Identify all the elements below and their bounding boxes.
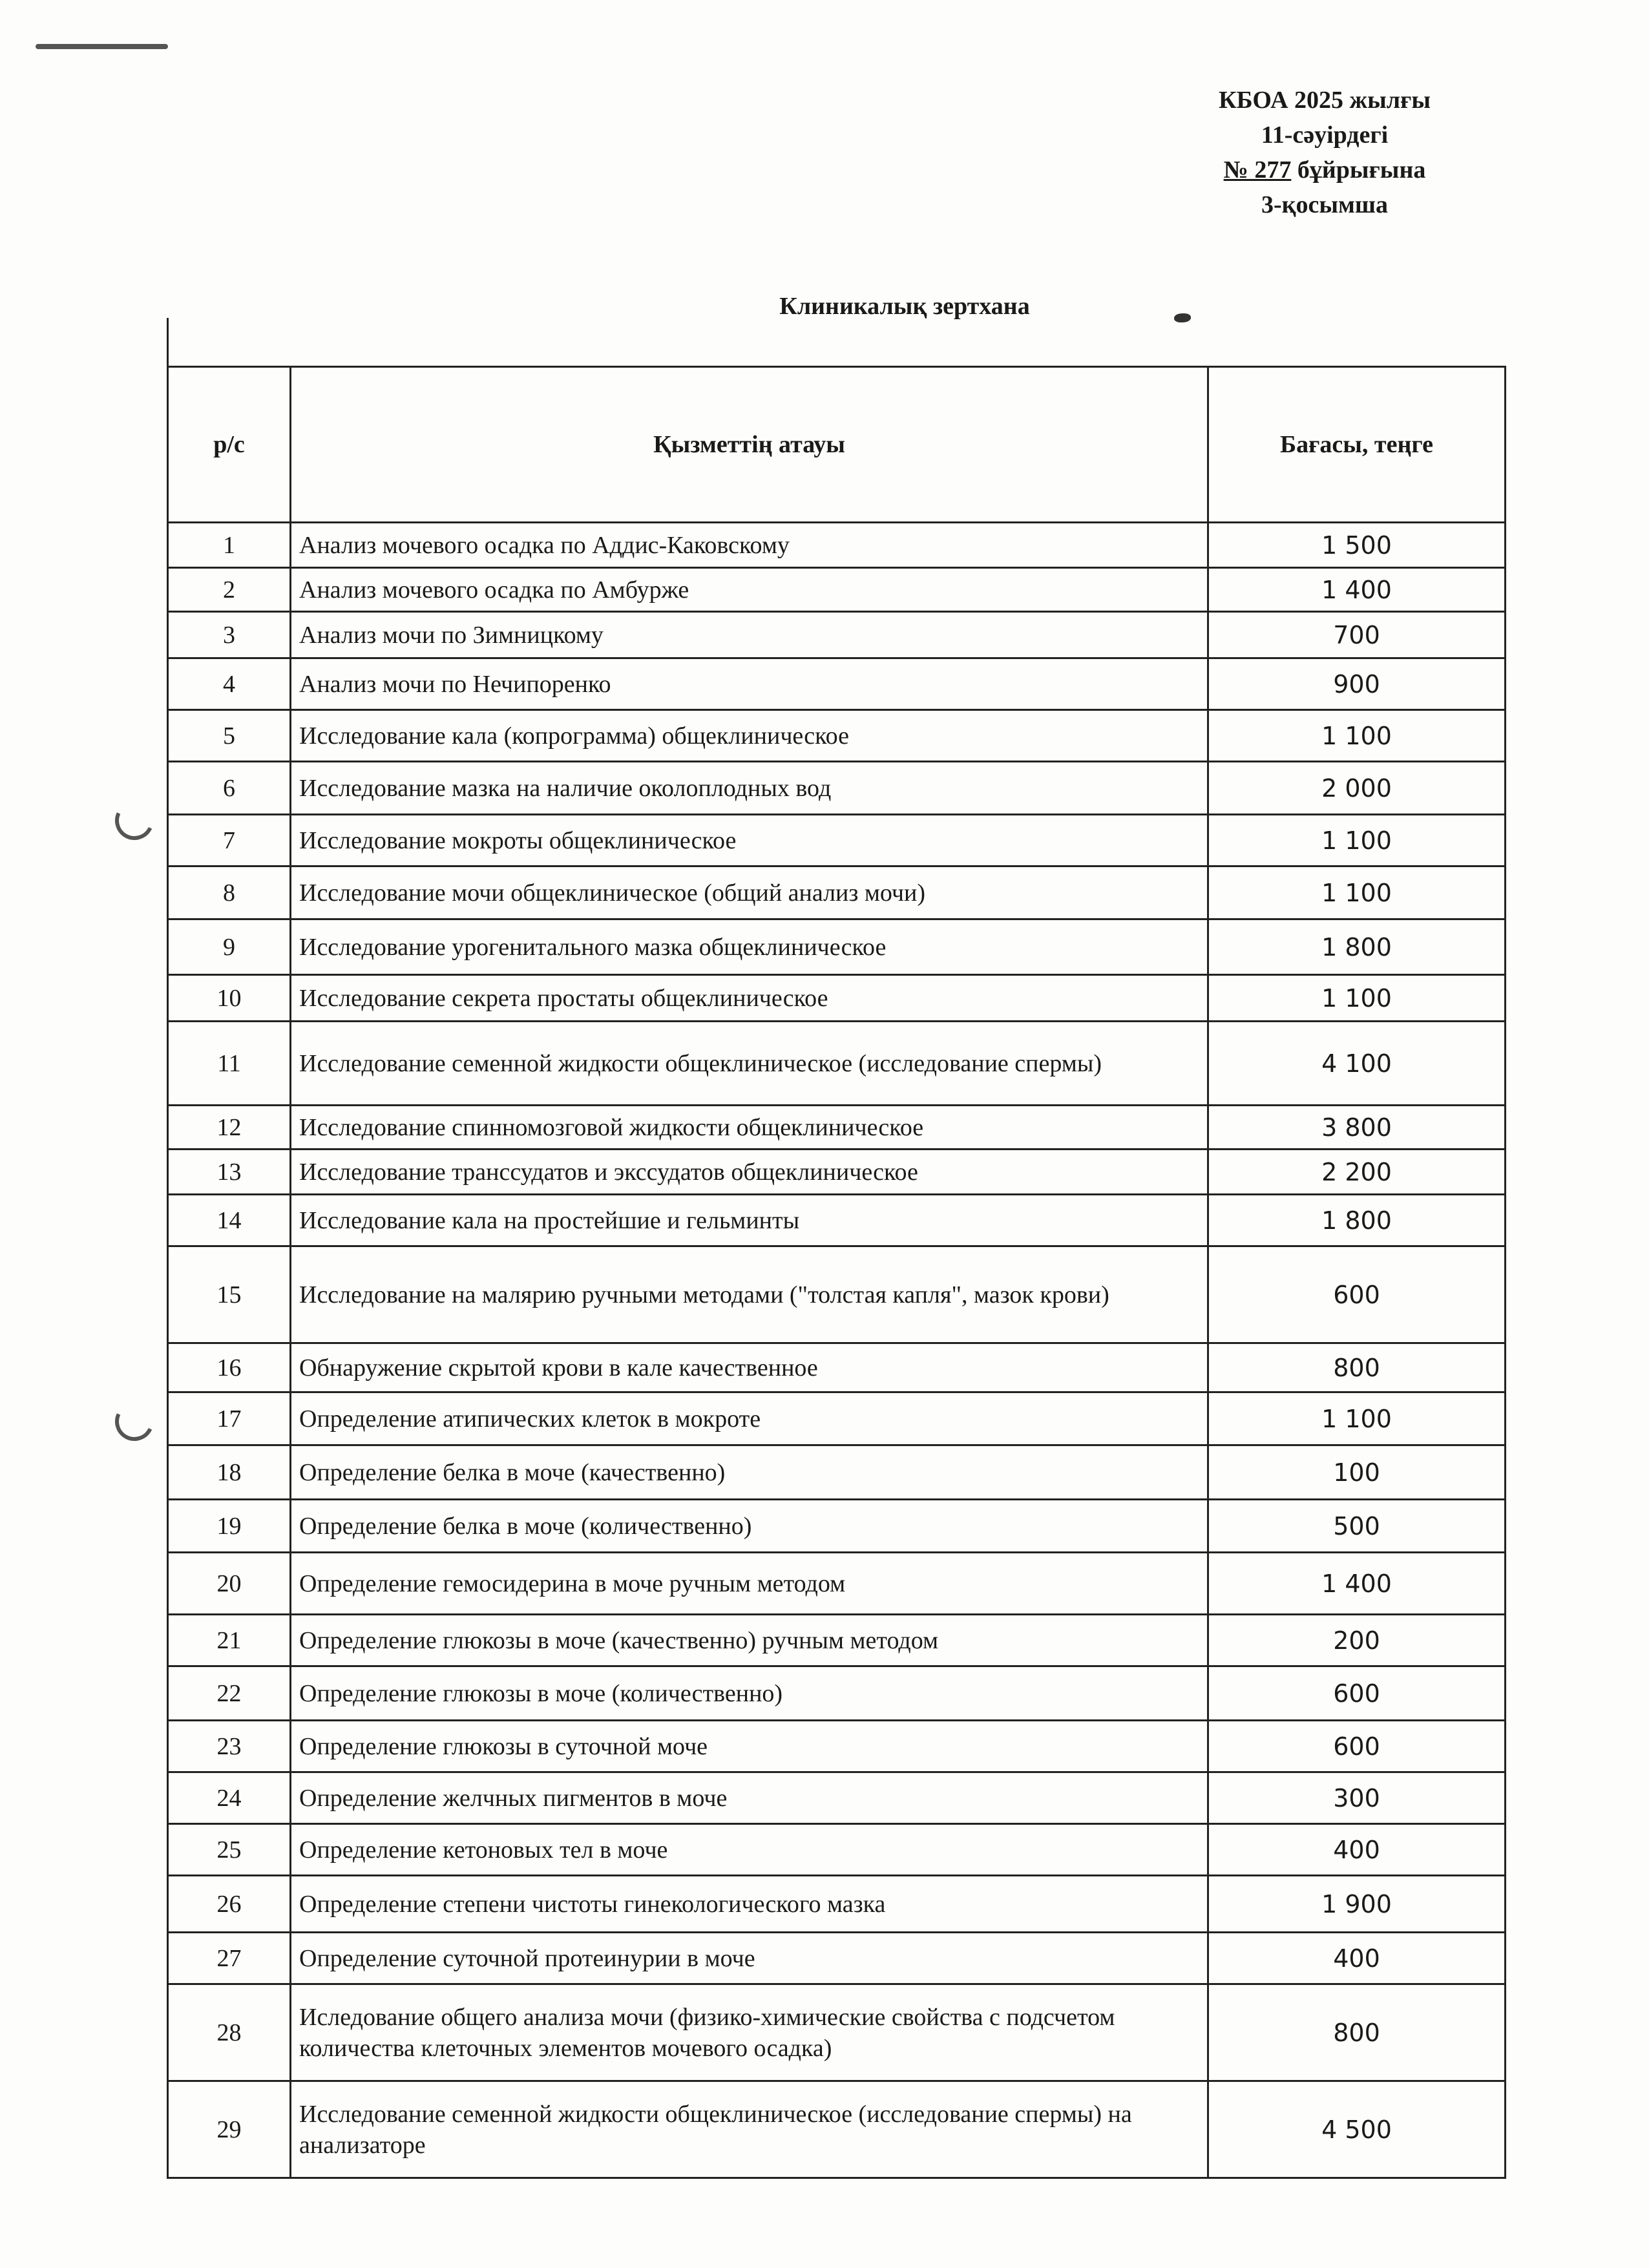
row-number: 18: [168, 1445, 291, 1500]
row-number: 4: [168, 658, 291, 710]
table-row: [168, 1666, 1506, 1721]
service-price: 800: [1208, 1984, 1506, 2081]
order-number: № 277: [1223, 156, 1292, 184]
table-row: [168, 1022, 1506, 1106]
header-num: р/с: [168, 367, 291, 523]
service-name: Определение белка в моче (качественно): [291, 1445, 1208, 1500]
service-name: Определение глюкозы в моче (количественно): [291, 1666, 1208, 1721]
service-name: Анализ мочевого осадка по Аддис-Каковскому: [291, 523, 1208, 568]
service-price: 2 200: [1208, 1150, 1506, 1195]
service-price: 1 100: [1208, 710, 1506, 762]
service-name: Определение атипических клеток в мокроте: [291, 1392, 1208, 1445]
table-row: [168, 1392, 1506, 1445]
row-number: 12: [168, 1106, 291, 1150]
service-price: 600: [1208, 1721, 1506, 1772]
table-row: [168, 1876, 1506, 1933]
table-row: [168, 1246, 1506, 1343]
approval-line-3: [1163, 152, 1486, 187]
table-row: [168, 612, 1506, 658]
table-row: [168, 1984, 1506, 2081]
row-number: 2: [168, 568, 291, 612]
row-number: 3: [168, 612, 291, 658]
row-number: 15: [168, 1246, 291, 1343]
row-number: 29: [168, 2081, 291, 2178]
service-price: 400: [1208, 1933, 1506, 1984]
header-name: Қызметтің атауы: [291, 367, 1208, 523]
service-name: Определение глюкозы в моче (качественно) ручным методом: [291, 1615, 1208, 1666]
table-row: [168, 568, 1506, 612]
service-price: 1 100: [1208, 1392, 1506, 1445]
table-row: [168, 1195, 1506, 1246]
service-price: 1 100: [1208, 975, 1506, 1022]
table-row: [168, 1933, 1506, 1984]
service-name: Исследование спинномозговой жидкости общеклиническое: [291, 1106, 1208, 1150]
row-number: 27: [168, 1933, 291, 1984]
service-price: 200: [1208, 1615, 1506, 1666]
row-number: 7: [168, 815, 291, 866]
service-name: Определение глюкозы в суточной моче: [291, 1721, 1208, 1772]
row-number: 25: [168, 1824, 291, 1876]
service-price: 4 500: [1208, 2081, 1506, 2178]
service-price: 1 100: [1208, 866, 1506, 919]
table-row: [168, 1824, 1506, 1876]
row-number: 24: [168, 1772, 291, 1824]
table-row: [168, 762, 1506, 815]
table-row: [168, 1553, 1506, 1615]
table-row: [168, 1615, 1506, 1666]
punch-hole-mark: [110, 1397, 160, 1447]
service-name: Исследование мочи общеклиническое (общий анализ мочи): [291, 866, 1208, 919]
table-row: [168, 919, 1506, 975]
table-row: [168, 815, 1506, 866]
row-number: 8: [168, 866, 291, 919]
service-price: 1 500: [1208, 523, 1506, 568]
service-price: 1 400: [1208, 568, 1506, 612]
service-price: 1 800: [1208, 919, 1506, 975]
row-number: 17: [168, 1392, 291, 1445]
table-row: [168, 866, 1506, 919]
service-name: Определение белка в моче (количественно): [291, 1500, 1208, 1553]
table-row: [168, 1500, 1506, 1553]
service-price: 2 000: [1208, 762, 1506, 815]
table-row: [168, 1150, 1506, 1195]
table-row: [168, 523, 1506, 568]
service-name: Исследование семенной жидкости общеклиническое (исследование спермы): [291, 1022, 1208, 1106]
service-price: 4 100: [1208, 1022, 1506, 1106]
row-number: 6: [168, 762, 291, 815]
service-price: 100: [1208, 1445, 1506, 1500]
service-name: Исследование мокроты общеклиническое: [291, 815, 1208, 866]
service-name: Определение суточной протеинурии в моче: [291, 1933, 1208, 1984]
approval-block: [1163, 83, 1486, 222]
service-name: Анализ мочи по Зимницкому: [291, 612, 1208, 658]
service-price: 3 800: [1208, 1106, 1506, 1150]
row-number: 19: [168, 1500, 291, 1553]
table-body: [168, 523, 1506, 2178]
row-number: 14: [168, 1195, 291, 1246]
service-price: 600: [1208, 1666, 1506, 1721]
row-number: 21: [168, 1615, 291, 1666]
service-price: 900: [1208, 658, 1506, 710]
row-number: 23: [168, 1721, 291, 1772]
row-number: 20: [168, 1553, 291, 1615]
service-price: 700: [1208, 612, 1506, 658]
scan-mark: [36, 44, 168, 49]
row-number: 1: [168, 523, 291, 568]
service-name: Исследование на малярию ручными методами ("толстая капля", мазок крови): [291, 1246, 1208, 1343]
row-number: 11: [168, 1022, 291, 1106]
service-price: 500: [1208, 1500, 1506, 1553]
approval-line-4: 3-қосымша: [1261, 191, 1389, 218]
service-price: 1 800: [1208, 1195, 1506, 1246]
ink-spot: [1174, 313, 1191, 322]
service-name: Исследование кала на простейшие и гельминты: [291, 1195, 1208, 1246]
service-name: Исследование урогенитального мазка общеклиническое: [291, 919, 1208, 975]
order-suffix: бұйрығына: [1291, 156, 1426, 184]
service-name: Обнаружение скрытой крови в кале качественное: [291, 1343, 1208, 1392]
service-name: Исследование секрета простаты общеклиническое: [291, 975, 1208, 1022]
service-price: 400: [1208, 1824, 1506, 1876]
service-name: Исследование семенной жидкости общеклиническое (исследование спермы) на анализаторе: [291, 2081, 1208, 2178]
service-price: 1 900: [1208, 1876, 1506, 1933]
approval-line-1: КБОА 2025 жылғы: [1219, 87, 1431, 114]
table-row: [168, 975, 1506, 1022]
service-name: Исследование транссудатов и экссудатов общеклиническое: [291, 1150, 1208, 1195]
service-price: 1 400: [1208, 1553, 1506, 1615]
service-price: 800: [1208, 1343, 1506, 1392]
row-number: 13: [168, 1150, 291, 1195]
service-price: 600: [1208, 1246, 1506, 1343]
table-row: [168, 1106, 1506, 1150]
row-number: 22: [168, 1666, 291, 1721]
table-row: [168, 658, 1506, 710]
row-number: 16: [168, 1343, 291, 1392]
punch-hole-mark: [110, 796, 160, 846]
price-table: [167, 366, 1506, 2179]
table-header-row: [168, 367, 1506, 523]
table-row: [168, 1772, 1506, 1824]
approval-line-2: 11-сәуірдегі: [1261, 121, 1389, 149]
service-price: 300: [1208, 1772, 1506, 1824]
left-rule: [167, 318, 169, 370]
table-row: [168, 1343, 1506, 1392]
service-name: Определение желчных пигментов в моче: [291, 1772, 1208, 1824]
row-number: 9: [168, 919, 291, 975]
table-row: [168, 2081, 1506, 2178]
row-number: 5: [168, 710, 291, 762]
document-title: Клиникалық зертхана: [779, 293, 1030, 320]
row-number: 26: [168, 1876, 291, 1933]
service-name: Иследование общего анализа мочи (физико-химические свойства с подсчетом количества клеточных элементов мочевого осадка): [291, 1984, 1208, 2081]
service-name: Исследование кала (копрограмма) общеклиническое: [291, 710, 1208, 762]
service-name: Определение гемосидерина в моче ручным методом: [291, 1553, 1208, 1615]
service-name: Анализ мочи по Нечипоренко: [291, 658, 1208, 710]
service-name: Определение кетоновых тел в моче: [291, 1824, 1208, 1876]
table-row: [168, 1721, 1506, 1772]
row-number: 10: [168, 975, 291, 1022]
service-name: Исследование мазка на наличие околоплодных вод: [291, 762, 1208, 815]
row-number: 28: [168, 1984, 291, 2081]
table-row: [168, 1445, 1506, 1500]
service-name: Анализ мочевого осадка по Амбурже: [291, 568, 1208, 612]
header-price: Бағасы, теңге: [1208, 367, 1506, 523]
service-price: 1 100: [1208, 815, 1506, 866]
service-name: Определение степени чистоты гинекологического мазка: [291, 1876, 1208, 1933]
table-row: [168, 710, 1506, 762]
